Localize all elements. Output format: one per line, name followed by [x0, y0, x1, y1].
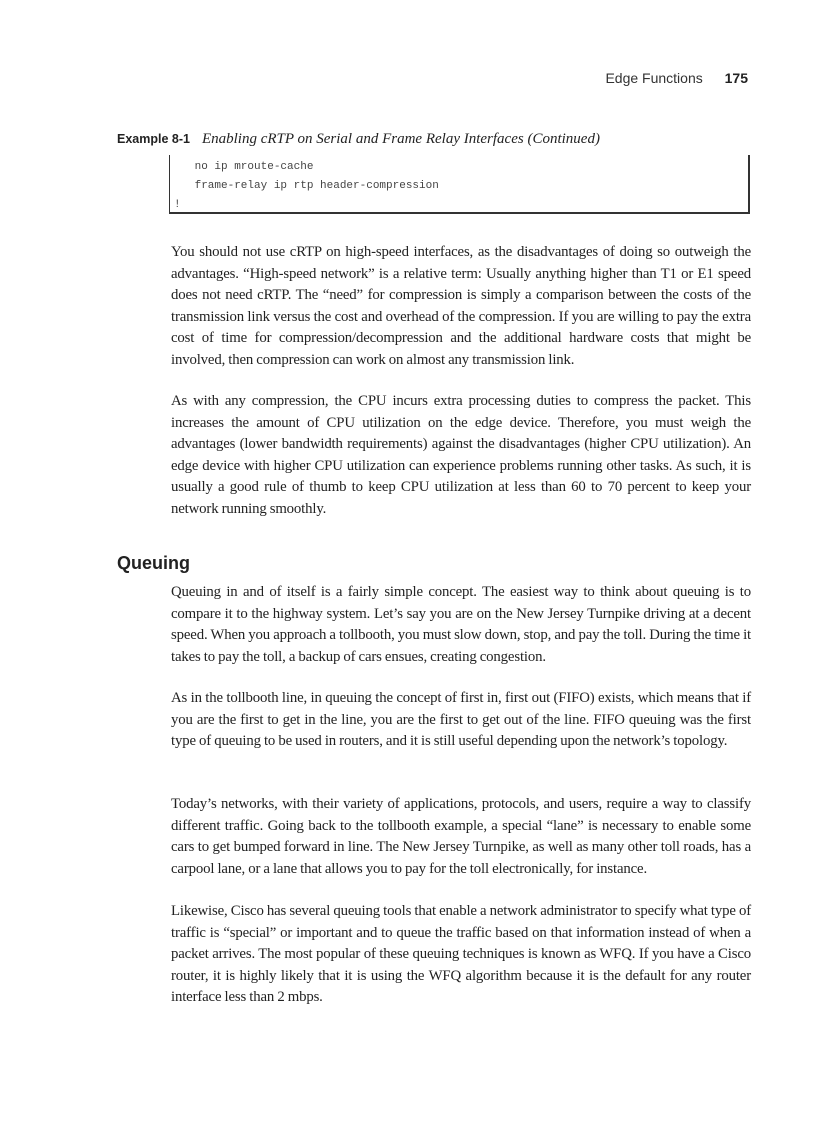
code-line: no ip mroute-cache: [188, 161, 314, 173]
example-title: Enabling cRTP on Serial and Frame Relay Interfaces (Continued): [201, 131, 600, 147]
paragraph-queuing-intro: Queuing in and of itself is a fairly simple concept. The easiest way to think about queuing is to compare it to the highway system. Let’s say you are on the New Jersey Turnpike driving at a decent speed. When you approach a tollbooth, you must slow down, stop, and pay the toll. During the time it takes to pay the toll, a backup of cars ensues, creating congestion.: [171, 584, 751, 665]
page-number: 175: [724, 70, 748, 86]
running-header: [605, 70, 748, 86]
code-listing: [169, 155, 750, 214]
paragraph-classify-traffic: Today’s networks, with their variety of applications, protocols, and users, require a way to classify different traffic. Going back to the tollbooth example, a special “lane” is necessary to enable some cars to get bumped forward in line. The New Jersey Turnpike, as well as many other toll roads, has a carpool lane, or a lane that allows you to pay for the toll electronically, for instance.: [171, 796, 751, 877]
code-line: !: [174, 199, 181, 211]
paragraph-crtp-high-speed: You should not use cRTP on high-speed interfaces, as the disadvantages of doing so outweigh the advantages. “High-speed network” is a relative term: Usually anything higher than T1 or E1 speed does not need cRTP. The “need” for compression is simply a comparison between the costs of the transmission link versus the cost and overhead of the compression. If you are willing to pay the extra cost of time for compression/decompression and the additional hardware costs that might be involved, then compression can work on almost any transmission link.: [171, 244, 751, 368]
section-heading-queuing: Queuing: [117, 553, 190, 573]
paragraph-cisco-wfq: Likewise, Cisco has several queuing tools that enable a network administrator to specify what type of traffic is “special” or important and to queue the traffic based on that information instead of when a packet arrives. The most popular of these queuing techniques is known as WFQ. If you have a Cisco router, it is highly likely that it is using the WFQ algorithm because it is the default for any router interface less than 2 mbps.: [171, 903, 751, 1005]
paragraph-cpu-utilization: As with any compression, the CPU incurs extra processing duties to compress the packet. This increases the amount of CPU utilization on the edge device. Therefore, you must weigh the advantages (lower bandwidth requirements) against the disadvantages (higher CPU utilization). An edge device with higher CPU utilization can experience problems running other tasks. As such, it is usually a good rule of thumb to keep CPU utilization at less than 60 to 70 percent to keep your network running smoothly.: [171, 393, 751, 517]
header-section-title: Edge Functions: [605, 70, 703, 86]
example-caption: [117, 130, 600, 148]
paragraph-fifo: As in the tollbooth line, in queuing the concept of first in, first out (FIFO) exists, which means that if you are the first to get in the line, you are the first to get out of the line. FIFO queuing was the first type of queuing to be used in routers, and it is still useful depending upon the network’s topology.: [171, 690, 751, 749]
code-line: frame-relay ip rtp header-compression: [188, 180, 439, 192]
example-label: Example 8-1: [117, 132, 190, 146]
